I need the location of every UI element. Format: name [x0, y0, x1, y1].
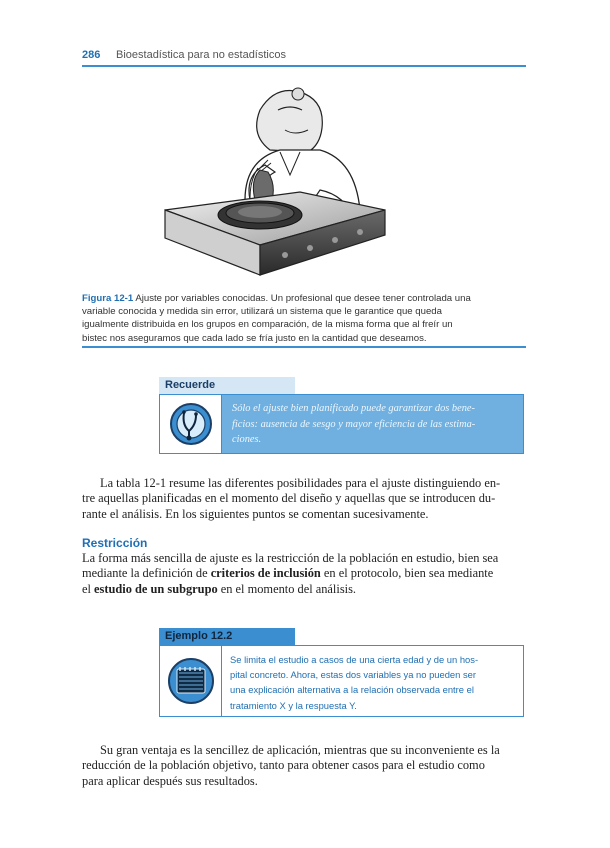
caption-line: igualmente distribuida en los grupos en comparación, de la misma forma que al freír un [82, 319, 453, 331]
paragraph-1 [82, 476, 526, 522]
running-header [82, 47, 526, 67]
para3-line: para aplicar después sus resultados. [82, 773, 258, 788]
para3-line: reducción de la población objetivo, tanto para obtener casos para el estudio como [82, 758, 485, 773]
para1-line: tre aquellas planificadas en el momento del diseño y aquellas que se introducen du- [82, 491, 496, 506]
caption-rule [82, 346, 526, 348]
paragraph-2 [82, 551, 526, 597]
ejemplo-line: tratamiento X y la respuesta Y. [230, 699, 357, 711]
para2-line: La forma más sencilla de ajuste es la restricción de la población en estudio, bien sea [82, 551, 499, 565]
ejemplo-line: Se limita el estudio a casos de una cierta edad y de un hos- [230, 654, 479, 665]
ejemplo-line: una explicación alternativa a la relación observada entre el [230, 684, 474, 696]
ejemplo-box-title: Ejemplo 12.2 [159, 628, 295, 645]
recuerde-line: ciones. [232, 434, 262, 445]
bold-term: estudio de un subgrupo [94, 581, 218, 596]
ejemplo-icon-cell [160, 646, 222, 716]
section-heading: Restricción [82, 536, 148, 550]
figure-label: Figura 12-1 [82, 293, 134, 304]
notebook-icon [160, 646, 222, 716]
caption-line: Ajuste por variables conocidas. Un profesional que desee tener controlada una [135, 293, 471, 304]
recuerde-icon-cell [160, 395, 222, 453]
recuerde-text [232, 401, 511, 448]
chef-frying-illustration [150, 80, 390, 280]
paragraph-3 [82, 743, 526, 789]
para2-text: mediante la definición de [82, 566, 211, 581]
ejemplo-text [230, 652, 513, 713]
recuerde-box [159, 394, 524, 454]
running-title: Bioestadística para no estadísticos [116, 49, 286, 61]
bold-term: criterios de inclusión [210, 566, 321, 581]
caption-line: variable conocida y medida sin error, utilizará un sistema que le garantice que queda [82, 306, 442, 318]
para2-text: en el protocolo, bien sea mediante [320, 566, 494, 581]
para2-line [82, 566, 526, 581]
ejemplo-box [159, 645, 524, 717]
figure-caption [82, 292, 526, 345]
para2-text: el [82, 581, 95, 596]
recuerde-line: ficios: ausencia de sesgo y mayor eficiencia de las estima- [232, 418, 476, 430]
stethoscope-icon [160, 395, 222, 453]
caption-line: bistec nos aseguramos que cada lado se fría justo en la cantidad que deseamos. [82, 332, 427, 344]
ejemplo-line: pital concreto. Ahora, estas dos variables ya no pueden ser [230, 669, 476, 681]
para2-text: en el momento del análisis. [217, 581, 357, 596]
para1-line: La tabla 12-1 resume las diferentes posibilidades para el ajuste distinguiendo en- [100, 476, 501, 490]
recuerde-box-title: Recuerde [159, 377, 295, 394]
para1-line: rante el análisis. En los siguientes puntos se comentan sucesivamente. [82, 506, 429, 521]
recuerde-line: Sólo el ajuste bien planificado puede garantizar dos bene- [232, 403, 475, 414]
page-number: 286 [82, 49, 101, 61]
para2-line [82, 582, 526, 597]
para3-line: Su gran ventaja es la sencillez de aplicación, mientras que su inconveniente es la [100, 743, 500, 757]
